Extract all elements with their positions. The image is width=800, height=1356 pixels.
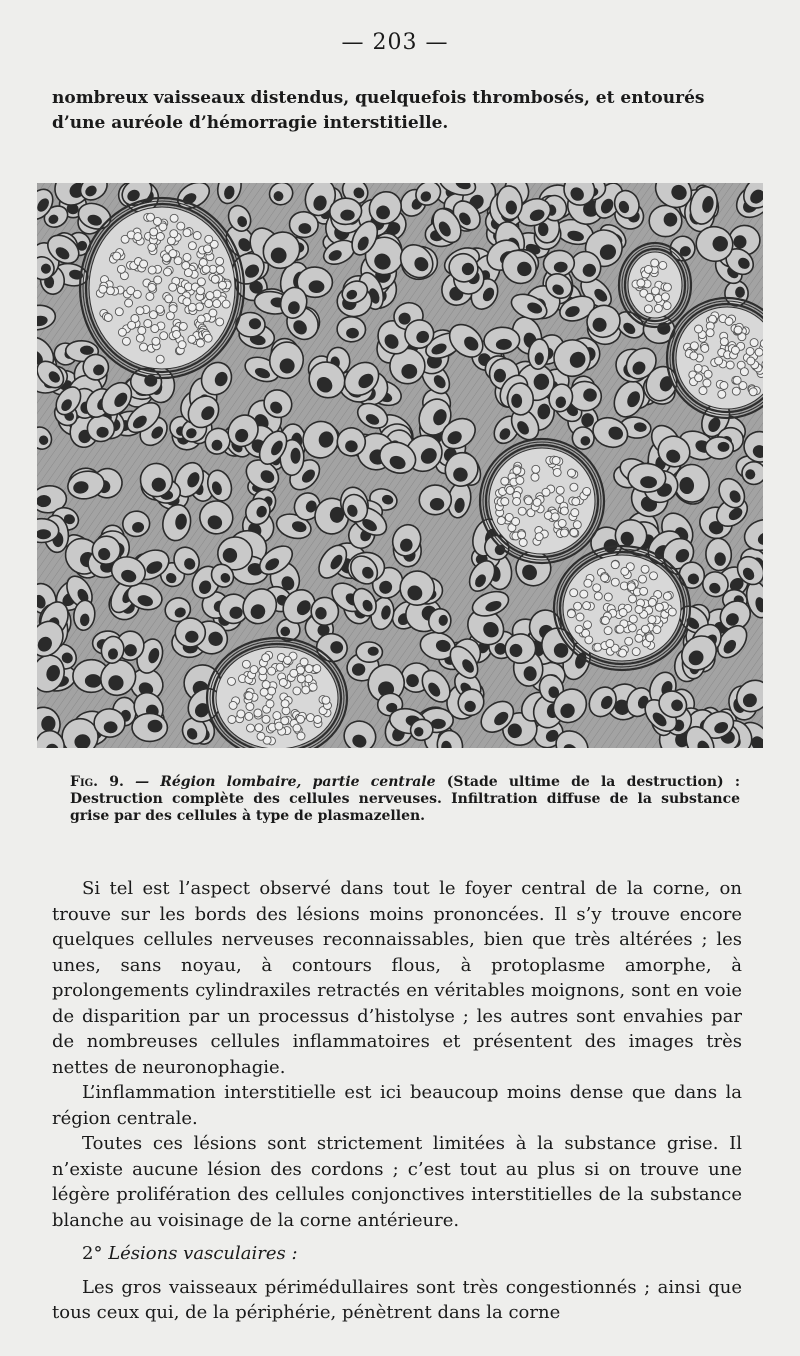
red-blood-cell [560, 529, 568, 537]
red-blood-cell [196, 339, 204, 347]
red-blood-cell [690, 342, 698, 350]
red-blood-cell [179, 322, 187, 330]
red-blood-cell [148, 266, 156, 274]
red-blood-cell [663, 302, 671, 310]
paragraph: Toutes ces lésions sont strictement limitées à la substance grise. Il n’existe aucune lésion des cordons ; c’est tout au plus si on trouve une légère prolifération des cellules conjonctives interstitielles de la substance blanche au voisinage de la corne antérieure. [52, 1133, 742, 1231]
red-blood-cell [553, 468, 561, 476]
paragraph: Si tel est l’aspect observé dans tout le foyer central de la corne, on trouve sur les bords des lésions moins prononcées. Il s’y trouve encore quelques cellules nerveuses reconnaissables, bien que très altérées ; les unes, sans noyau, à contours flous, à protoplasme amorphe, à prolongements cylindraxiles retractés en véritables moignons, sont en voie de disparition par un processus d’histolyse ; les autres sont envahies par de nombreuses cellules inflammatoires et présentent des images très nettes de neuronophagie. [52, 878, 742, 1078]
red-blood-cell [533, 498, 541, 506]
lead-paragraph [52, 86, 742, 136]
cell [507, 382, 534, 415]
red-blood-cell [281, 700, 289, 708]
red-blood-cell [302, 686, 310, 694]
red-blood-cell [314, 716, 322, 724]
red-blood-cell [601, 617, 609, 625]
red-blood-cell [140, 260, 148, 268]
red-blood-cell [552, 457, 560, 465]
red-blood-cell [755, 348, 763, 356]
red-blood-cell [725, 317, 733, 325]
red-blood-cell [525, 497, 533, 505]
red-blood-cell [273, 712, 281, 720]
cell [329, 197, 362, 225]
red-blood-cell [567, 610, 575, 618]
blood-vessel [480, 439, 604, 563]
red-blood-cell [641, 625, 649, 633]
red-blood-cell [188, 242, 196, 250]
red-blood-cell [585, 636, 593, 644]
red-blood-cell [183, 229, 191, 237]
red-blood-cell [606, 640, 614, 648]
red-blood-cell [653, 626, 661, 634]
red-blood-cell [237, 710, 245, 718]
red-blood-cell [501, 498, 509, 506]
red-blood-cell [276, 663, 284, 671]
red-blood-cell [136, 307, 144, 315]
red-blood-cell [639, 575, 647, 583]
red-blood-cell [604, 627, 612, 635]
red-blood-cell [570, 483, 578, 491]
red-blood-cell [250, 666, 258, 674]
red-blood-cell [228, 677, 236, 685]
red-blood-cell [202, 265, 210, 273]
red-blood-cell [646, 294, 654, 302]
cell [175, 618, 205, 647]
red-blood-cell [616, 625, 624, 633]
red-blood-cell [619, 649, 627, 657]
red-blood-cell [576, 613, 584, 621]
lead-line-2: d’une auréole d’hémorragie interstitielle. [52, 113, 449, 133]
red-blood-cell [117, 265, 125, 273]
red-blood-cell [584, 579, 592, 587]
red-blood-cell [262, 715, 270, 723]
red-blood-cell [625, 637, 633, 645]
red-blood-cell [746, 347, 754, 355]
red-blood-cell [290, 669, 298, 677]
red-blood-cell [574, 602, 582, 610]
red-blood-cell [568, 469, 576, 477]
red-blood-cell [718, 390, 726, 398]
red-blood-cell [205, 235, 213, 243]
red-blood-cell [695, 325, 703, 333]
red-blood-cell [637, 279, 645, 287]
red-blood-cell [573, 521, 581, 529]
red-blood-cell [266, 700, 274, 708]
micrograph-illustration [37, 183, 763, 748]
red-blood-cell [166, 312, 174, 320]
red-blood-cell [213, 290, 221, 298]
red-blood-cell [640, 587, 648, 595]
red-blood-cell [560, 507, 568, 515]
red-blood-cell [197, 278, 205, 286]
red-blood-cell [262, 681, 270, 689]
red-blood-cell [694, 364, 702, 372]
red-blood-cell [268, 687, 276, 695]
red-blood-cell [654, 304, 662, 312]
red-blood-cell [260, 688, 268, 696]
cell [649, 205, 683, 237]
red-blood-cell [513, 466, 521, 474]
red-blood-cell [205, 300, 213, 308]
red-blood-cell [542, 488, 550, 496]
red-blood-cell [154, 276, 162, 284]
blood-vessel [207, 638, 347, 748]
cell [705, 437, 733, 459]
red-blood-cell [611, 561, 619, 569]
red-blood-cell [648, 616, 656, 624]
red-blood-cell [644, 265, 652, 273]
body-text [52, 876, 742, 1326]
red-blood-cell [300, 658, 308, 666]
red-blood-cell [259, 667, 267, 675]
red-blood-cell [134, 233, 142, 241]
red-blood-cell [169, 250, 177, 258]
red-blood-cell [184, 269, 192, 277]
red-blood-cell [570, 529, 578, 537]
red-blood-cell [651, 287, 659, 295]
red-blood-cell [313, 665, 321, 673]
blood-vessel [80, 198, 244, 378]
red-blood-cell [151, 325, 159, 333]
red-blood-cell [178, 341, 186, 349]
red-blood-cell [257, 732, 265, 740]
red-blood-cell [731, 346, 739, 354]
red-blood-cell [216, 318, 224, 326]
red-blood-cell [593, 584, 601, 592]
red-blood-cell [138, 327, 146, 335]
red-blood-cell [663, 283, 671, 291]
red-blood-cell [104, 314, 112, 322]
red-blood-cell [703, 379, 711, 387]
red-blood-cell [152, 337, 160, 345]
red-blood-cell [245, 692, 253, 700]
red-blood-cell [720, 382, 728, 390]
red-blood-cell [164, 268, 172, 276]
red-blood-cell [147, 213, 155, 221]
red-blood-cell [99, 285, 107, 293]
red-blood-cell [648, 598, 656, 606]
cell [132, 713, 168, 742]
red-blood-cell [519, 539, 527, 547]
red-blood-cell [242, 660, 250, 668]
red-blood-cell [594, 592, 602, 600]
red-blood-cell [532, 465, 540, 473]
red-blood-cell [583, 487, 591, 495]
red-blood-cell [268, 667, 276, 675]
red-blood-cell [556, 486, 564, 494]
red-blood-cell [133, 290, 141, 298]
red-blood-cell [734, 326, 742, 334]
red-blood-cell [209, 309, 217, 317]
red-blood-cell [701, 344, 709, 352]
red-blood-cell [160, 332, 168, 340]
cell [336, 316, 366, 342]
figure-caption [70, 774, 740, 825]
red-blood-cell [293, 724, 301, 732]
red-blood-cell [646, 634, 654, 642]
red-blood-cell [733, 376, 741, 384]
red-blood-cell [309, 683, 317, 691]
figure-label: Fig. 9. [70, 774, 124, 790]
red-blood-cell [204, 334, 212, 342]
red-blood-cell [641, 565, 649, 573]
red-blood-cell [188, 335, 196, 343]
section-heading [52, 1241, 742, 1267]
figure-caption-text: (Stade ultime de la destruction) : Destruction complète des cellules nerveuses. Infiltration diffuse de la substance grise par des cellules à type de plasmazellen. [70, 774, 740, 824]
red-blood-cell [580, 590, 588, 598]
red-blood-cell [704, 370, 712, 378]
red-blood-cell [156, 305, 164, 313]
red-blood-cell [293, 687, 301, 695]
lead-line-1: nombreux vaisseaux distendus, quelquefois thrombosés, et entourés [52, 88, 705, 108]
red-blood-cell [228, 716, 236, 724]
red-blood-cell [262, 654, 270, 662]
red-blood-cell [122, 337, 130, 345]
red-blood-cell [177, 222, 185, 230]
red-blood-cell [715, 357, 723, 365]
red-blood-cell [570, 589, 578, 597]
red-blood-cell [297, 732, 305, 740]
red-blood-cell [732, 387, 740, 395]
red-blood-cell [513, 497, 521, 505]
red-blood-cell [650, 572, 658, 580]
red-blood-cell [197, 315, 205, 323]
red-blood-cell [279, 679, 287, 687]
red-blood-cell [150, 228, 158, 236]
red-blood-cell [173, 330, 181, 338]
red-blood-cell [204, 245, 212, 253]
red-blood-cell [655, 603, 663, 611]
red-blood-cell [601, 574, 609, 582]
red-blood-cell [632, 648, 640, 656]
red-blood-cell [654, 294, 662, 302]
section-number: 2° [82, 1243, 103, 1264]
red-blood-cell [254, 709, 262, 717]
red-blood-cell [497, 517, 505, 525]
red-blood-cell [512, 518, 520, 526]
red-blood-cell [169, 283, 177, 291]
red-blood-cell [174, 257, 182, 265]
red-blood-cell [170, 214, 178, 222]
red-blood-cell [635, 606, 643, 614]
red-blood-cell [501, 477, 509, 485]
red-blood-cell [750, 339, 758, 347]
red-blood-cell [695, 374, 703, 382]
red-blood-cell [206, 292, 214, 300]
cell [705, 538, 732, 571]
red-blood-cell [516, 476, 524, 484]
red-blood-cell [659, 261, 667, 269]
cell [419, 485, 452, 516]
red-blood-cell [216, 257, 224, 265]
red-blood-cell [305, 675, 313, 683]
red-blood-cell [149, 311, 157, 319]
red-blood-cell [706, 329, 714, 337]
red-blood-cell [165, 295, 173, 303]
red-blood-cell [572, 498, 580, 506]
red-blood-cell [635, 634, 643, 642]
red-blood-cell [246, 703, 254, 711]
red-blood-cell [183, 298, 191, 306]
red-blood-cell [118, 328, 126, 336]
histology-figure [37, 183, 763, 748]
red-blood-cell [219, 281, 227, 289]
red-blood-cell [284, 656, 292, 664]
red-blood-cell [535, 533, 543, 541]
red-blood-cell [583, 602, 591, 610]
red-blood-cell [699, 387, 707, 395]
red-blood-cell [629, 595, 637, 603]
red-blood-cell [125, 299, 133, 307]
red-blood-cell [663, 592, 671, 600]
red-blood-cell [144, 320, 152, 328]
red-blood-cell [629, 615, 637, 623]
red-blood-cell [551, 513, 559, 521]
red-blood-cell [531, 473, 539, 481]
red-blood-cell [297, 675, 305, 683]
red-blood-cell [196, 303, 204, 311]
cell [87, 415, 116, 443]
red-blood-cell [140, 343, 148, 351]
red-blood-cell [518, 507, 526, 515]
red-blood-cell [136, 334, 144, 342]
red-blood-cell [668, 608, 676, 616]
red-blood-cell [197, 287, 205, 295]
red-blood-cell [128, 321, 136, 329]
red-blood-cell [690, 352, 698, 360]
red-blood-cell [113, 252, 121, 260]
red-blood-cell [740, 368, 748, 376]
red-blood-cell [211, 275, 219, 283]
red-blood-cell [518, 531, 526, 539]
red-blood-cell [193, 232, 201, 240]
red-blood-cell [222, 300, 230, 308]
red-blood-cell [297, 715, 305, 723]
red-blood-cell [148, 243, 156, 251]
red-blood-cell [247, 724, 255, 732]
paragraph: L’inflammation interstitielle est ici beaucoup moins dense que dans la région centrale. [52, 1082, 742, 1129]
red-blood-cell [322, 696, 330, 704]
red-blood-cell [571, 509, 579, 517]
red-blood-cell [604, 593, 612, 601]
red-blood-cell [627, 583, 635, 591]
red-blood-cell [644, 305, 652, 313]
red-blood-cell [229, 701, 237, 709]
red-blood-cell [245, 712, 253, 720]
red-blood-cell [584, 621, 592, 629]
cell [356, 642, 383, 663]
paragraph: Les gros vaisseaux périmédullaires sont très congestionnés ; ainsi que tous ceux qui, de la périphérie, pénètrent dans la corne [52, 1276, 742, 1323]
red-blood-cell [611, 578, 619, 586]
red-blood-cell [146, 292, 154, 300]
red-blood-cell [747, 357, 755, 365]
blood-vessel [554, 546, 690, 670]
red-blood-cell [749, 388, 757, 396]
red-blood-cell [651, 259, 659, 267]
red-blood-cell [275, 722, 283, 730]
red-blood-cell [255, 724, 263, 732]
red-blood-cell [148, 283, 156, 291]
figure-title: — Région lombaire, partie centrale [135, 774, 436, 790]
red-blood-cell [621, 567, 629, 575]
page-number: — 203 — [341, 30, 449, 55]
red-blood-cell [216, 266, 224, 274]
red-blood-cell [619, 609, 627, 617]
red-blood-cell [213, 300, 221, 308]
red-blood-cell [575, 625, 583, 633]
red-blood-cell [628, 624, 636, 632]
red-blood-cell [661, 293, 669, 301]
red-blood-cell [558, 519, 566, 527]
red-blood-cell [156, 355, 164, 363]
red-blood-cell [183, 253, 191, 261]
red-blood-cell [720, 338, 728, 346]
section-title: Lésions vasculaires : [108, 1243, 298, 1264]
blood-vessel [619, 243, 691, 327]
red-blood-cell [115, 308, 123, 316]
red-blood-cell [726, 361, 734, 369]
red-blood-cell [170, 230, 178, 238]
